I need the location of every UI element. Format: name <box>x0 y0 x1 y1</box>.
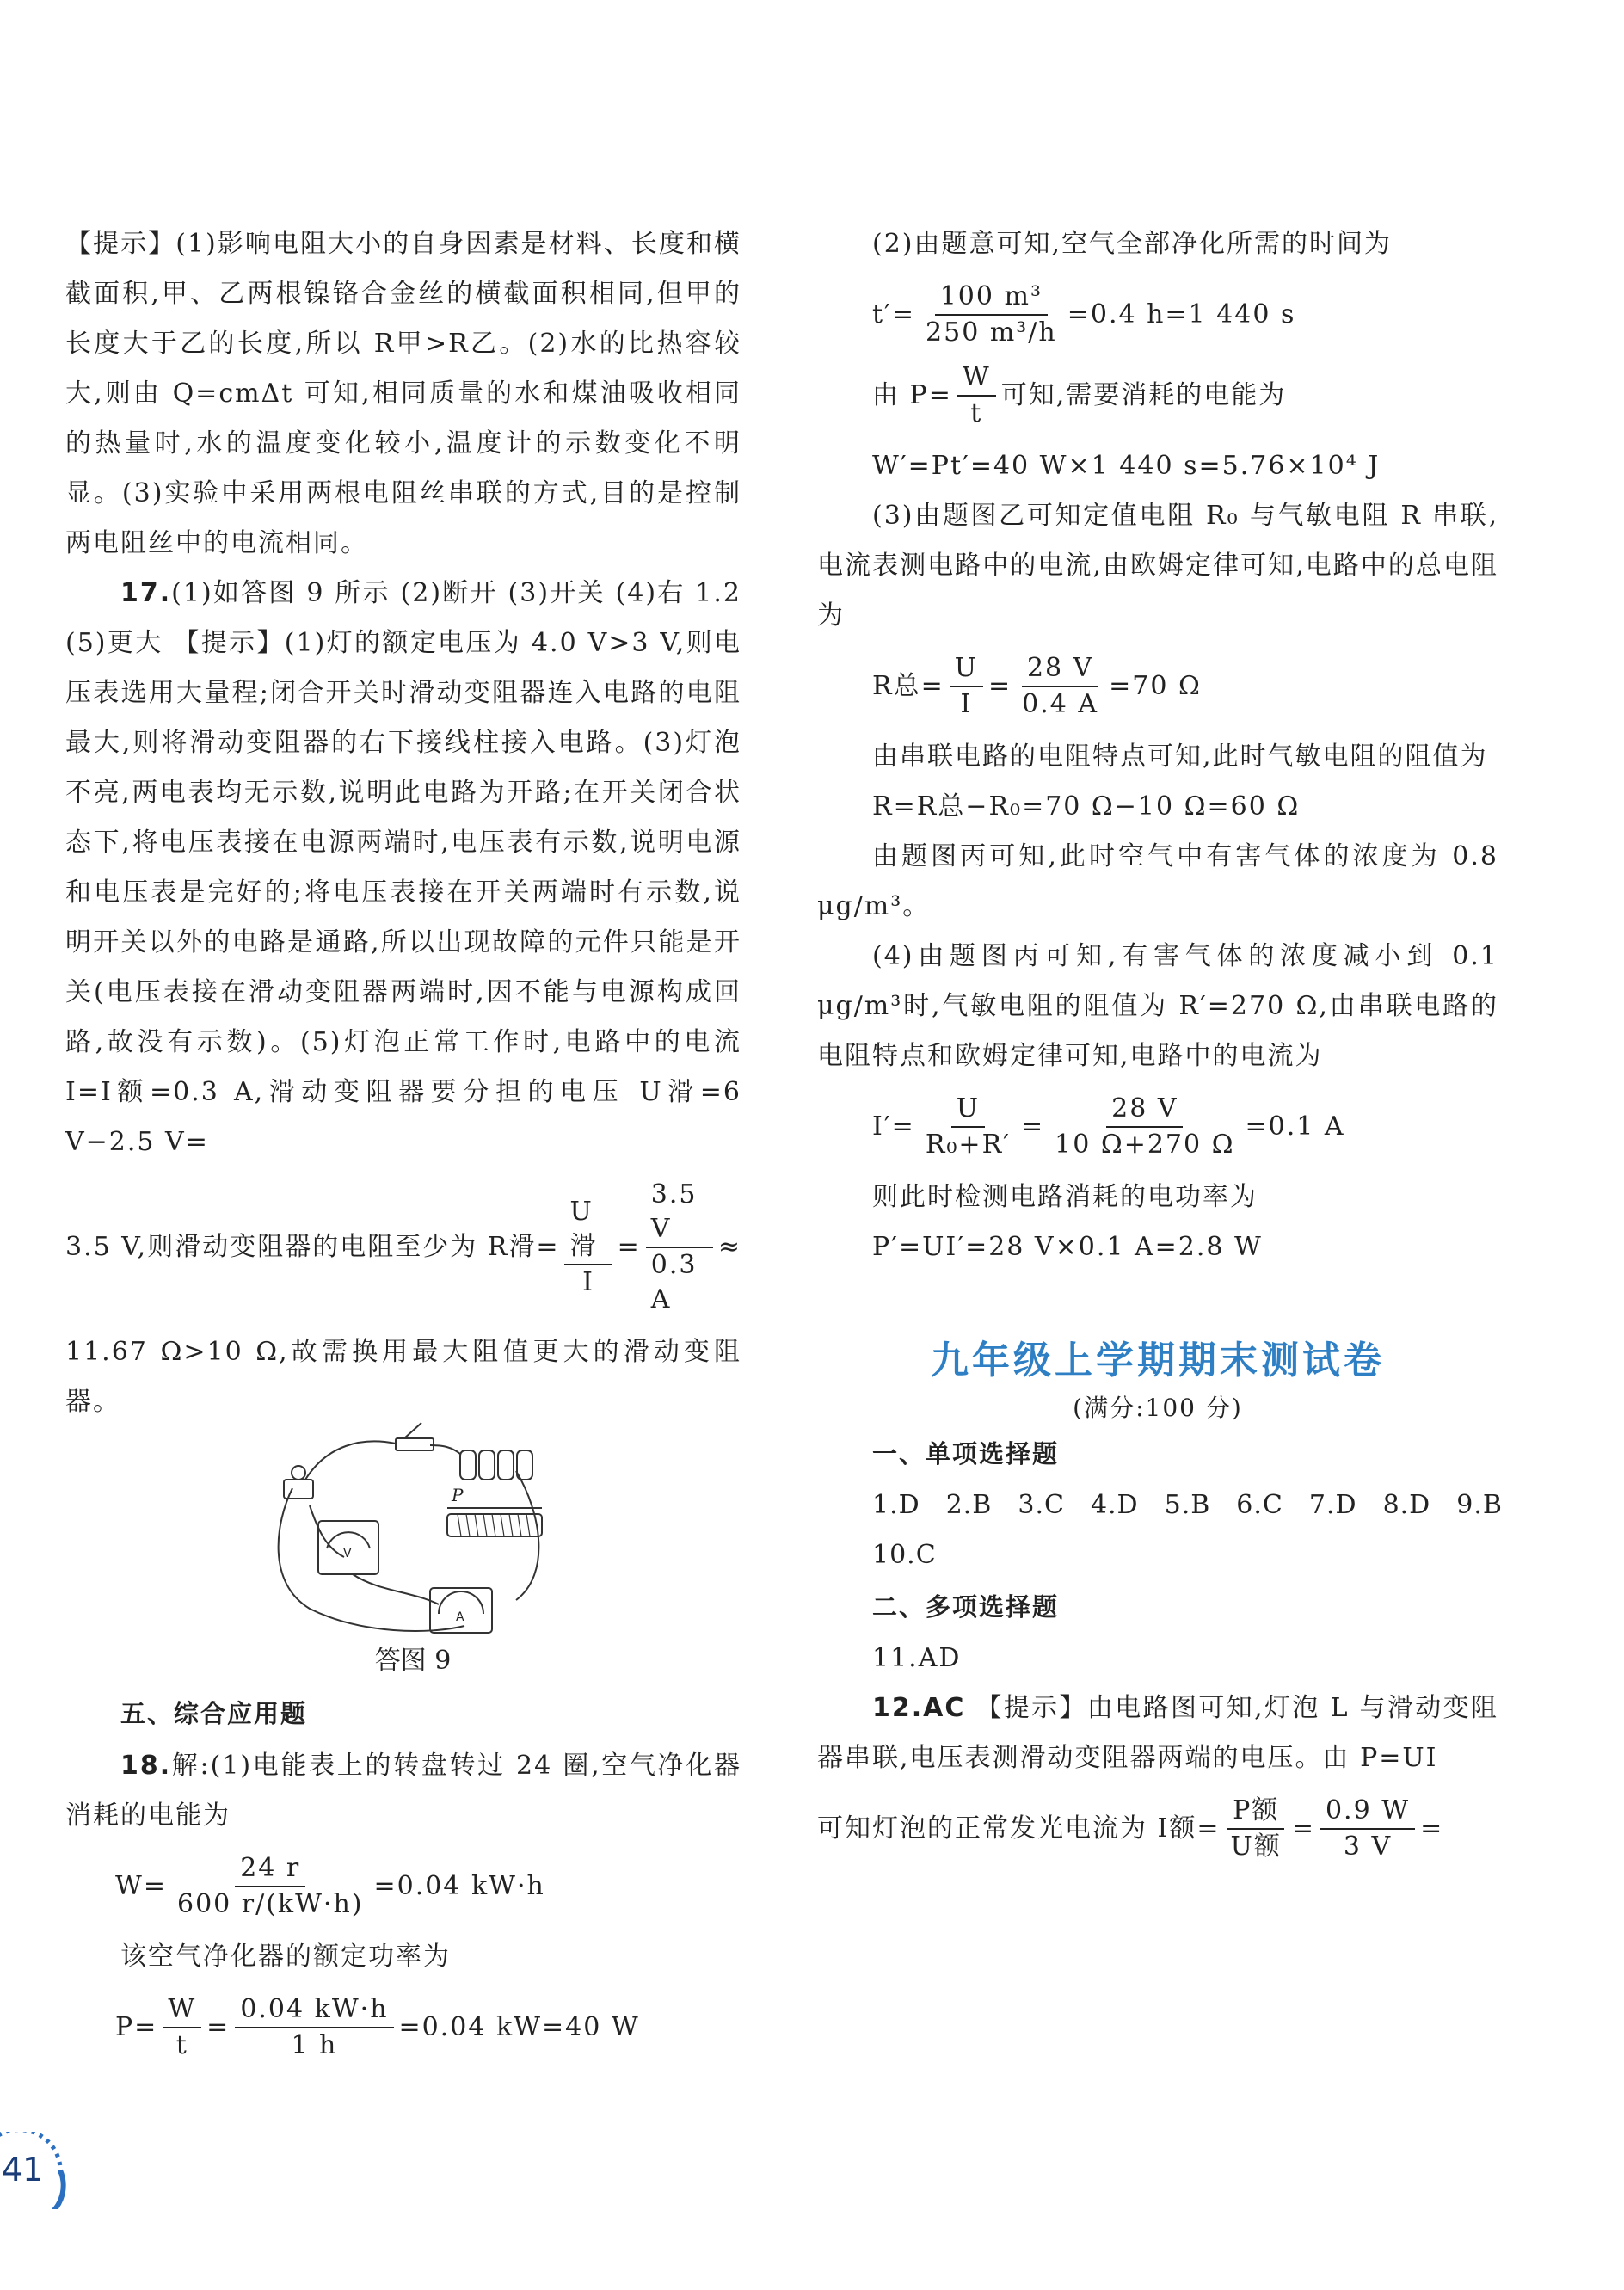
answer-item: 8.D <box>1382 1490 1431 1520</box>
figure-caption: 答图 9 <box>374 1646 452 1676</box>
eq-gas-resistance: R=R总−R₀=70 Ω−10 Ω=60 Ω <box>872 791 1301 822</box>
q17-fraction-1 <box>564 1195 612 1300</box>
fraction-numerator: 28 V <box>1022 651 1098 687</box>
part-4-text: (4)由题图丙可知,有害气体的浓度减小到 0.1 μg/m³时,气敏电阻的阻值为 R′=270 Ω,由串联电路的电阻特点和欧姆定律可知,电路中的电流为 <box>817 941 1498 1071</box>
eq-power-fraction-2 <box>235 1992 393 2063</box>
power-text: 则此时检测电路消耗的电功率为 <box>872 1182 1258 1212</box>
battery-icon <box>460 1450 476 1480</box>
fraction-denominator: 3 V <box>1343 1831 1393 1862</box>
fraction-numerator: U <box>951 1092 985 1128</box>
test-title: 九年级上学期期末测试卷 <box>931 1339 1385 1382</box>
page-number: 41 <box>2 2151 44 2188</box>
slider-label: P <box>452 1485 464 1505</box>
q12-body: 【提示】由电路图可知,灯泡 L 与滑动变阻器串联,电压表测滑动变阻器两端的电压。由 P=UI <box>817 1693 1498 1773</box>
fraction-denominator: 10 Ω+270 Ω <box>1055 1130 1235 1160</box>
fraction-numerator: 3.5 V <box>646 1178 713 1248</box>
fraction-denominator: R₀+R′ <box>925 1130 1011 1160</box>
q17-tail: 11.67 Ω>10 Ω,故需换用最大阻值更大的滑动变阻器。 <box>65 1337 741 1417</box>
fraction-denominator: 1 h <box>291 2030 338 2060</box>
fraction-denominator: U额 <box>1230 1831 1282 1862</box>
eq-total-resistance <box>817 651 1498 722</box>
eq-result: =0.04 kW·h <box>373 1871 545 1901</box>
q17-body: (1)如答图 9 所示 (2)断开 (3)开关 (4)右 1.2 (5)更大 【提示】(1)灯的额定电压为 4.0 V>3 V,则电压表选用大量程;闭合开关时滑动变阻器连入电路的电阻最大,则将滑动变阻器的右下接线柱接入电路。(3)灯泡不亮,两电表均无示数,说明此电路为开路;在开关闭合状态下,将电压表接在电源两端时,电压表有示数,说明电源和电压表是完好的;将电压表接在开关两端时有示数,说明开关以外的电路是通路,所以出现故障的元件只能是开关(电压表接在滑动变阻器两端时,因不能与电源构成回路,故没有示数)。(5)灯泡正常工作时,电路中的电流 I=I额=0.3 A,滑动变阻器要分担的电压 U滑=6 V−2.5 V= <box>65 578 741 1157</box>
eq-i-fraction-1 <box>920 1092 1016 1162</box>
eq-text: 可知,需要消耗的电能为 <box>1000 380 1287 410</box>
part-2-text: (2)由题意可知,空气全部净化所需的时间为 <box>872 229 1393 259</box>
q18-body: 解:(1)电能表上的转盘转过 24 圈,空气净化器消耗的电能为 <box>65 1751 741 1831</box>
battery-icon <box>479 1450 495 1480</box>
wire <box>310 1505 344 1557</box>
lamp-bulb <box>292 1466 305 1480</box>
single-choice-answers <box>817 1480 1503 1580</box>
eq-time <box>817 280 1498 350</box>
switch-lever <box>404 1423 421 1438</box>
q12-number: 12.AC <box>872 1693 966 1723</box>
page-number-badge <box>0 2132 69 2209</box>
hint-q16: 【提示】(1)影响电阻大小的自身因素是材料、长度和横截面积,甲、乙两根镍铬合金丝的横截面积相同,但甲的长度大于乙的长度,所以 R甲>R乙。(2)水的比热容较大,则由 Q=cmΔt 可知,相同质量的水和煤油吸收相同的热量时,水的温度变化较小,温度计的示数变化不明显。(3)实验中采用两根电阻丝串联的方式,目的是控制两电阻丝中的电流相同。 <box>65 229 741 558</box>
equals-sign: = <box>1020 1111 1045 1142</box>
wire <box>305 1441 396 1480</box>
answer-item: 4.D <box>1090 1490 1139 1520</box>
eq-result: =0.04 kW=40 W <box>398 2012 640 2042</box>
eq-power-fraction-1 <box>163 1992 201 2063</box>
eq-prefix: t′= <box>872 299 916 329</box>
fraction-numerator: U滑 <box>564 1195 612 1265</box>
approx-sign: ≈ <box>717 1232 741 1262</box>
q18-power-text: 该空气净化器的额定功率为 <box>120 1942 451 1972</box>
section-2-title: 二、多项选择题 <box>872 1592 1060 1622</box>
q18-text <box>65 1741 741 1841</box>
answer-11: 11.AD <box>872 1643 962 1673</box>
answer-item: 9.B <box>1456 1490 1503 1520</box>
eq-energy-fraction <box>172 1851 369 1922</box>
q17-fraction-2 <box>646 1178 713 1317</box>
answer-item: 3.C <box>1018 1490 1065 1520</box>
section-1-title: 一、单项选择题 <box>872 1439 1060 1468</box>
q17-text <box>65 569 741 1167</box>
eq-prefix: 可知灯泡的正常发光电流为 I额= <box>817 1813 1221 1844</box>
eq-prefix: W= <box>115 1871 167 1901</box>
eq-prefix: I′= <box>872 1111 915 1142</box>
fraction-numerator: 0.9 W <box>1320 1794 1415 1830</box>
eq-prefix: R总= <box>872 671 944 701</box>
fraction-numerator: W <box>163 1992 201 2028</box>
eq-power-prime: P′=UI′=28 V×0.1 A=2.8 W <box>872 1232 1263 1262</box>
fraction-numerator: U <box>950 651 983 687</box>
eq-power-def-fraction <box>957 360 996 431</box>
eq-power <box>65 1992 741 2063</box>
eq-energy <box>65 1851 741 1922</box>
fraction-denominator: I <box>582 1267 594 1297</box>
fraction-denominator: t <box>175 2030 188 2060</box>
eq-time-fraction <box>920 280 1062 350</box>
fraction-numerator: P额 <box>1227 1794 1284 1830</box>
fraction-numerator: W <box>957 360 996 397</box>
eq-prefix: P= <box>115 2012 158 2042</box>
eq-r-fraction-2 <box>1017 651 1104 722</box>
circuit-figure <box>258 1419 568 1643</box>
battery-icon <box>498 1450 514 1480</box>
part-3-text: (3)由题图乙可知定值电阻 R₀ 与气敏电阻 R 串联,电流表测电路中的电流,由欧姆定律可知,电路中的总电阻为 <box>817 501 1498 631</box>
left-column-lower <box>65 1686 741 2073</box>
fraction-denominator: I <box>960 689 973 719</box>
equals-sign: = <box>617 1232 641 1262</box>
answer-item: 10.C <box>872 1540 937 1570</box>
fraction-numerator: 24 r <box>235 1851 305 1887</box>
series-text: 由串联电路的电阻特点可知,此时气敏电阻的阻值为 <box>872 742 1488 772</box>
answer-item: 7.D <box>1308 1490 1357 1520</box>
equals-sign: = <box>1420 1813 1444 1844</box>
left-column <box>65 219 741 1427</box>
switch-icon <box>396 1438 434 1450</box>
fraction-numerator: 0.04 kW·h <box>235 1992 393 2028</box>
answer-item: 2.B <box>945 1490 993 1520</box>
fraction-denominator: 250 m³/h <box>926 317 1057 348</box>
answer-item: 5.B <box>1164 1490 1211 1520</box>
fraction-denominator: t <box>970 398 983 428</box>
eq-result: =0.4 h=1 440 s <box>1067 299 1296 329</box>
wire <box>430 1445 460 1454</box>
eq-r-fraction-1 <box>950 651 983 722</box>
answer-item: 1.D <box>872 1490 920 1520</box>
eq-i-fraction-2 <box>1049 1092 1240 1162</box>
fraction-denominator: 0.4 A <box>1022 689 1099 719</box>
test-subtitle: (满分:100 分) <box>1073 1394 1243 1422</box>
q17-number: 17. <box>120 578 172 608</box>
right-column <box>817 219 1503 1874</box>
fraction-numerator: 100 m³ <box>935 280 1048 316</box>
eq-result: =0.1 A <box>1245 1111 1345 1142</box>
eq-energy-prime: W′=Pt′=40 W×1 440 s=5.76×10⁴ J <box>872 451 1381 481</box>
eq-power-def <box>817 360 1498 431</box>
rheostat-coil <box>458 1514 530 1536</box>
voltmeter-label: V <box>343 1547 352 1561</box>
fraction-numerator: 28 V <box>1106 1092 1183 1128</box>
equals-sign: = <box>988 671 1012 701</box>
wire <box>353 1574 439 1604</box>
q12-equation <box>817 1794 1498 1864</box>
q12-fraction-1 <box>1226 1794 1287 1864</box>
equals-sign: = <box>206 2012 231 2042</box>
equals-sign: = <box>1291 1813 1315 1844</box>
concentration-text: 由题图丙可知,此时空气中有害气体的浓度为 0.8 μg/m³。 <box>817 841 1498 921</box>
eq-current <box>817 1092 1498 1162</box>
eq-result: =70 Ω <box>1109 671 1202 701</box>
section-5-title: 五、综合应用题 <box>120 1699 308 1728</box>
answer-item: 6.C <box>1236 1490 1283 1520</box>
q17-eq-prefix: 3.5 V,则滑动变阻器的电阻至少为 R滑= <box>65 1232 560 1262</box>
q12-fraction-2 <box>1320 1794 1415 1864</box>
fraction-denominator: 600 r/(kW·h) <box>176 1889 364 1919</box>
q18-number: 18. <box>120 1751 172 1781</box>
wire <box>279 1488 464 1631</box>
eq-prefix: 由 P= <box>872 380 952 410</box>
q12-text <box>817 1684 1498 1783</box>
fraction-denominator: 0.3 A <box>650 1250 698 1314</box>
q17-equation <box>65 1178 741 1317</box>
ammeter-label: A <box>456 1610 464 1624</box>
